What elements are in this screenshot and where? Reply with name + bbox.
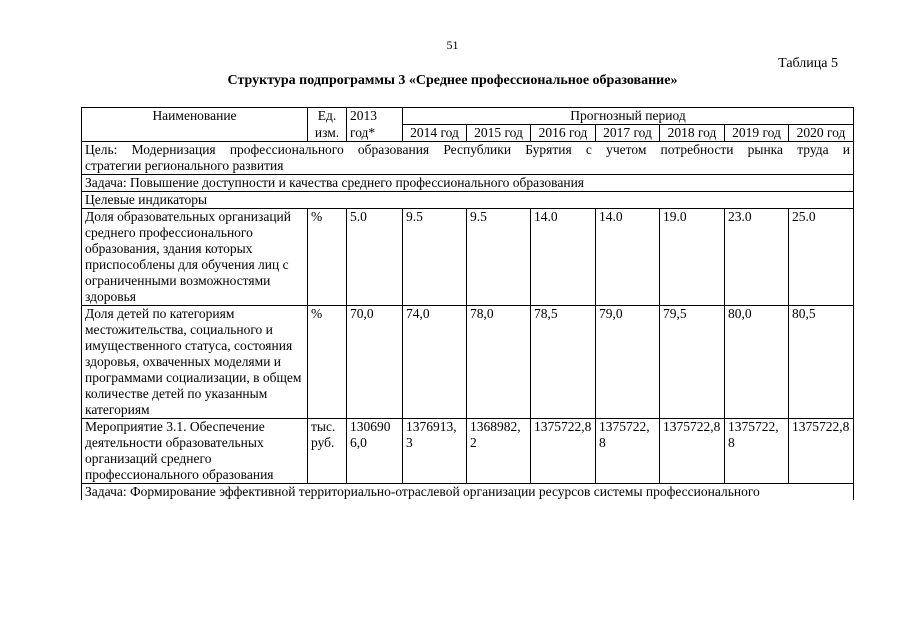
header-year: 2017 год: [596, 125, 660, 142]
subprogram-structure-table: [81, 107, 854, 500]
value-cell: 79,5: [660, 306, 725, 419]
value-cell: 1375722,8: [789, 419, 854, 484]
document-title: Структура подпрограммы 3 «Среднее профессиональное образование»: [227, 73, 678, 88]
page-number: 51: [446, 38, 459, 52]
value-cell: 1375722,8: [725, 419, 789, 484]
table-label: Таблица 5: [778, 56, 838, 71]
header-base-year-cont: год*: [347, 125, 403, 142]
header-base-year: 2013: [347, 108, 403, 125]
indicators-heading: Целевые индикаторы: [82, 192, 854, 209]
header-year: 2020 год: [789, 125, 854, 142]
table-row: [82, 306, 854, 419]
base-value-cell: 70,0: [347, 306, 403, 419]
task-row: [82, 484, 854, 501]
value-cell: 9.5: [467, 209, 531, 306]
value-cell: 1375722,8: [660, 419, 725, 484]
header-name: Наименование: [82, 108, 308, 125]
header-year: 2018 год: [660, 125, 725, 142]
value-cell: 80,0: [725, 306, 789, 419]
header-name-cont: [82, 125, 308, 142]
activity-name: Мероприятие 3.1. Обеспечение деятельности образовательных организаций среднего профессионального образования: [82, 419, 308, 484]
unit-cell: %: [308, 306, 347, 419]
header-row: [82, 108, 854, 125]
table-row: [82, 209, 854, 306]
unit-cell: тыс. руб.: [308, 419, 347, 484]
indicators-heading-row: [82, 192, 854, 209]
value-cell: 14.0: [531, 209, 596, 306]
task-row: [82, 175, 854, 192]
value-cell: 14.0: [596, 209, 660, 306]
value-cell: 79,0: [596, 306, 660, 419]
header-forecast-period: Прогнозный период: [403, 108, 854, 125]
header-year: 2015 год: [467, 125, 531, 142]
value-cell: 1375722,8: [596, 419, 660, 484]
header-year: 2016 год: [531, 125, 596, 142]
value-cell: 80,5: [789, 306, 854, 419]
task-cell: Задача: Формирование эффективной территориально-отраслевой организации ресурсов системы профессионального: [82, 484, 854, 501]
header-unit: Ед.: [308, 108, 347, 125]
value-cell: 19.0: [660, 209, 725, 306]
base-value-cell: 5.0: [347, 209, 403, 306]
indicator-name: Доля образовательных организаций среднего профессионального образования, здания которых приспособлены для обучения лиц с ограниченными возможностями здоровья: [82, 209, 308, 306]
value-cell: 78,5: [531, 306, 596, 419]
value-cell: 78,0: [467, 306, 531, 419]
table-row: [82, 419, 854, 484]
value-cell: 23.0: [725, 209, 789, 306]
header-year: 2019 год: [725, 125, 789, 142]
base-value-cell: 1306906,0: [347, 419, 403, 484]
header-unit-cont: изм.: [308, 125, 347, 142]
value-cell: 74,0: [403, 306, 467, 419]
goal-text: Цель: Модернизация профессионального образования Республики Бурятия с учетом потребности рынка труда и: [85, 142, 851, 157]
unit-cell: %: [308, 209, 347, 306]
value-cell: 9.5: [403, 209, 467, 306]
value-cell: 1375722,8: [531, 419, 596, 484]
value-cell: 1368982,2: [467, 419, 531, 484]
header-year: 2014 год: [403, 125, 467, 142]
goal-cell: [82, 142, 854, 175]
value-cell: 25.0: [789, 209, 854, 306]
task-cell: Задача: Повышение доступности и качества среднего профессионального образования: [82, 175, 854, 192]
goal-text-cont: стратегии регионального развития: [85, 158, 284, 173]
header-years-row: [82, 125, 854, 142]
goal-row: [82, 142, 854, 175]
value-cell: 1376913,3: [403, 419, 467, 484]
indicator-name: Доля детей по категориям местожительства, социального и имущественного статуса, состояния здоровья, охваченных моделями и программами социализации, в общем количестве детей по указанным категориям: [82, 306, 308, 419]
